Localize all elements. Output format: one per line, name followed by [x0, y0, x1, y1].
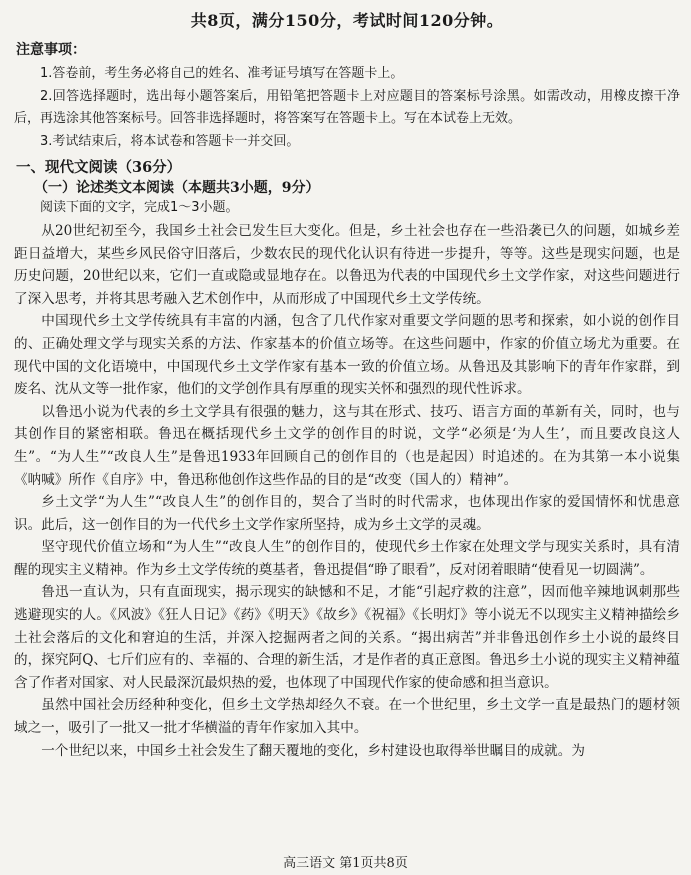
subsection-heading: （一）论述类文本阅读（本题共3小题，9分） — [34, 180, 320, 197]
paragraph-5: 坚守现代价值立场和“为人生”“改良人生”的创作目的，使现代乡土作家在处理文学与现实关系时，具有清醒的现实主义精神。作为乡土文学传统的奠基者，鲁迅提倡“睁了眼看”，反对闭着眼睛“使看见一切圆满”。 — [14, 539, 680, 578]
page-footer: 高三语文 第1页共8页 — [283, 856, 408, 871]
reading-instruction: 阅读下面的文字，完成1～3小题。 — [40, 200, 239, 216]
paragraph-2: 中国现代乡土文学传统具有丰富的内涵，包含了几代作家对重要文学问题的思考和探索，如小说的创作目的、正确处理文学与现实关系的方法、作家基本的价值立场等。在这些问题中，作家的价值立场尤为重要。在现代中国的文化语境中，中国现代乡土文学作家有基本一致的价值立场。从鲁迅及其影响下的青年作家群，到废名、沈从文等一批作家，他们的文学创作具有厚重的现实关怀和强烈的现代性诉求。 — [14, 313, 680, 398]
page-header: 共8页，满分150分，考试时间120分钟。 — [190, 11, 504, 30]
notice-item-3: 3.考试结束后，将本试卷和答题卡一并交回。 — [40, 133, 300, 149]
paragraph-4: 乡土文学“为人生”“改良人生”的创作目的，契合了当时的时代需求，也体现出作家的爱国情怀和忧患意识。此后，这一创作目的为一代代乡土文学作家所坚持，成为乡土文学的灵魂。 — [14, 494, 680, 533]
notice-item-2: 2.回答选择题时，选出每小题答案后，用铅笔把答题卡上对应题目的答案标号涂黑。如需改动，用橡皮擦干净后，再选涂其他答案标号。回答非选择题时，将答案写在答题卡上。写在本试卷上无效。 — [14, 88, 680, 127]
paragraph-6: 鲁迅一直认为，只有直面现实，揭示现实的缺憾和不足，才能“引起疗救的注意”，因而他辛辣地讽刺那些逃避现实的人。《风波》《狂人日记》《药》《明天》《故乡》《祝福》《长明灯》等小说无不以现实主义精神描绘乡土社会落后的文化和窘迫的生活，并深入挖掘两者之间的关系。“揭出病苦”并非鲁迅创作乡土小说的最终目的，探究阿Q、七斤们应有的、幸福的、合理的新生活，才是作者的真正意图。鲁迅乡土小说的现实主义精神蕴含了作者对国家、对人民最深沉最炽热的爱，也体现了中国现代作家的使命感和担当意识。 — [14, 584, 680, 691]
section-heading: 一、现代文阅读（36分） — [16, 159, 182, 177]
paragraph-1: 从20世纪初至今，我国乡土社会已发生巨大变化。但是，乡土社会也存在一些沿袭已久的问题，如城乡差距日益增大，某些乡风民俗守旧落后，少数农民的现代化认识有待进一步提升，等等。这些是现实问题，也是历史问题，20世纪以来，它们一直或隐或显地存在。以鲁迅为代表的中国现代乡土文学作家，对这些问题进行了深入思考，并将其思考融入艺术创作中，从而形成了中国现代乡土文学传统。 — [14, 222, 680, 307]
notice-title: 注意事项： — [16, 42, 86, 58]
exam-page — [14, 8, 680, 762]
notice-item-1: 1.答卷前，考生务必将自己的姓名、准考证号填写在答题卡上。 — [40, 66, 404, 81]
paragraph-3: 以鲁迅小说为代表的乡土文学具有很强的魅力，这与其在形式、技巧、语言方面的革新有关，同时，也与其创作目的紧密相联。鲁迅在概括现代乡土文学的创作目的时说，文学“必须是‘为人生’，而且要改良这人生”。“为人生”“改良人生”是鲁迅1933年回顾自己的创作目的（也是起因）时追述的。在为其第一本小说集《呐喊》所作《自序》中，鲁迅称他创作这些作品的目的是“改变（国人的）精神”。 — [14, 403, 680, 488]
paragraph-8: 一个世纪以来，中国乡土社会发生了翻天覆地的变化，乡村建设也取得举世瞩目的成就。为 — [41, 742, 585, 759]
paragraph-7: 虽然中国社会历经种种变化，但乡土文学热却经久不衰。在一个世纪里，乡土文学一直是最热门的题材领域之一，吸引了一批又一批才华横溢的青年作家加入其中。 — [14, 697, 680, 737]
